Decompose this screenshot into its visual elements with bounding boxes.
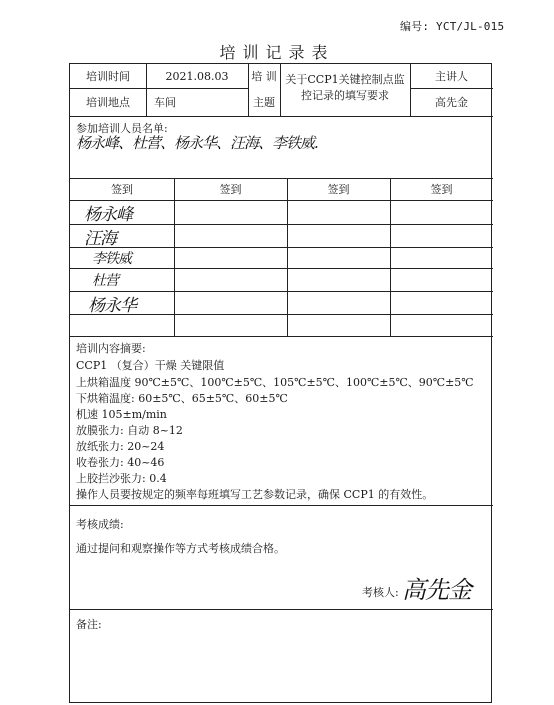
assessment-label: 考核成绩: [76, 518, 124, 531]
signin-header-2: 签到 [219, 183, 242, 196]
signature-1: 杨永峰 [84, 205, 132, 225]
summary-line: 操作人员要按规定的频率每班填写工艺参数记录，确保 CCP1 的有效性。 [76, 488, 434, 501]
document-code: 编号: YCT/JL-015 [400, 20, 505, 33]
summary-label: 培训内容摘要: [76, 342, 146, 355]
signature-3: 李铁威 [92, 251, 131, 267]
participants-label: 参加培训人员名单: [76, 122, 168, 135]
summary-line: 上烘箱温度 90℃±5℃、100℃±5℃、105℃±5℃、100℃±5℃、90℃±5℃ [76, 376, 474, 389]
signature-4: 杜营 [92, 273, 118, 289]
lecturer-value: 高先金 [435, 96, 468, 109]
summary-line: 放膜张力: 自动 8~12 [76, 424, 183, 437]
training-time-value: 2021.08.03 [165, 69, 229, 83]
summary-line: 下烘箱温度: 60±5℃、65±5℃、60±5℃ [76, 392, 288, 405]
signature-5: 杨永华 [88, 295, 136, 316]
signature-2: 汪海 [84, 228, 116, 249]
training-place-label: 培训地点 [86, 96, 130, 109]
training-place-value: 车间 [154, 96, 176, 109]
summary-line: 收卷张力: 40~46 [76, 456, 165, 469]
participants-handwritten: 杨永峰、杜营、杨永华、汪海、李铁威. [76, 134, 318, 152]
page-title: 培训记录表 [219, 43, 335, 62]
record-table [69, 63, 492, 703]
topic-label-top: 培 训 [251, 70, 277, 83]
signin-header-4: 签到 [430, 183, 453, 196]
assessor-signature: 高先金 [402, 576, 471, 604]
topic-label-bottom: 主题 [253, 96, 275, 109]
summary-line: 放纸张力: 20~24 [76, 440, 165, 453]
assessment-text: 通过提问和观察操作等方式考核成绩合格。 [76, 542, 285, 555]
lecturer-label: 主讲人 [435, 70, 468, 83]
signin-header-1: 签到 [111, 183, 133, 196]
signin-header-3: 签到 [327, 183, 350, 196]
summary-line: 机速 105±m/min [76, 408, 167, 421]
assessor-label: 考核人: [362, 586, 399, 599]
summary-line: CCP1 （复合）干燥 关键限值 [76, 359, 225, 372]
summary-line: 上胶拦沙张力: 0.4 [76, 472, 167, 485]
remarks-label: 备注: [76, 618, 102, 631]
training-time-label: 培训时间 [86, 70, 130, 83]
topic-value-line2: 控记录的填写要求 [301, 89, 389, 102]
topic-value-line1: 关于CCP1关键控制点监 [285, 73, 405, 86]
